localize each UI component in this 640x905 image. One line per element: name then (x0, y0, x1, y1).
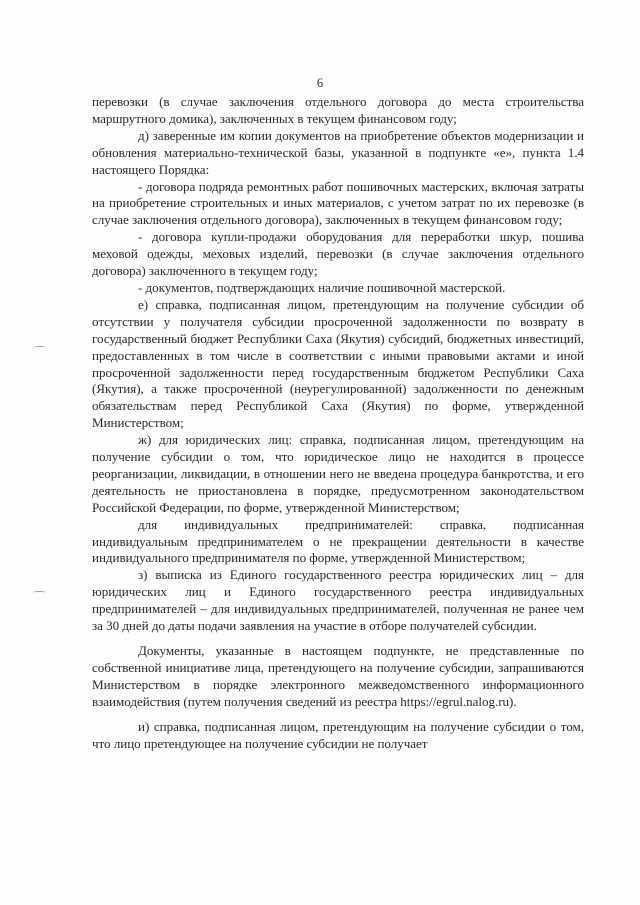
document-body (92, 94, 584, 752)
paragraph: перевозки (в случае заключения отдельного договора до места строительства маршрутного домика), заключенных в текущем финансовом году; (92, 94, 584, 126)
paragraph: - документов, подтверждающих наличие пошивочной мастерской. (138, 279, 506, 295)
paragraph: д) заверенные им копии документов на приобретение объектов модернизации и обновления материально-технической базы, указанной в подпункте «е», пункта 1.4 настоящего Порядка: (92, 127, 584, 177)
paragraph: - договора подряда ремонтных работ пошивочных мастерских, включая затраты на приобретение строительных и иных материалов, с учетом затрат по их перевозке (в случае заключения отдельного договора), заключенных в текущем финансовом году; (92, 178, 584, 228)
paragraph: и) справка, подписанная лицом, претендующим на получение субсидии о том, что лицо претендующее на получение субсидии не получает (92, 718, 584, 751)
paragraph: - договора купли-продажи оборудования для переработки шкур, пошива меховой одежды, меховых изделий, перевозки (в случае заключения отдельного договора) заключенного в текущем году; (92, 229, 584, 279)
page-number: 6 (316, 76, 324, 90)
paragraph: Документы, указанные в настоящем подпункте, не представленные по собственной инициативе лица, претендующего на получение субсидии, запрашиваются Министерством в порядке электронного межведомственного информационного взаимодействия (путем получения сведений из реестра https://egrul.nalog.ru). (92, 643, 584, 709)
paragraph: для индивидуальных предпринимателей: справка, подписанная индивидуальным предпринимателем о не прекращении деятельности в качестве индивидуального предпринимателя по форме, утвержденной Министерством; (92, 516, 584, 566)
scan-margin-mark (33, 591, 46, 594)
paragraph: е) справка, подписанная лицом, претендующим на получение субсидии об отсутствии у получателя субсидии просроченной задолженности по возврату в государственный бюджет Республики Саха (Якутия) субсидий, бюджетных инвестиций, предоставленных в том числе в соответствии с иными правовыми актами и иной просроченной задолженности перед государственным бюджетом Республики Саха (Якутия), а также просроченной (неурегулированной) задолженности по денежным обязательствам перед Республикой Саха (Якутия) по форме, утвержденной Министерством; (92, 296, 584, 431)
paragraph: з) выписка из Единого государственного реестра юридических лиц – для юридических лиц и Единого государственного реестра индивидуальных предпринимателей – для индивидуальных предпринимателей, полученная не ранее чем за 30 дней до даты подачи заявления на участие в отборе получателей субсидии. (92, 567, 584, 634)
paragraph: ж) для юридических лиц: справка, подписанная лицом, претендующим на получение субсидии о том, что юридическое лицо не находится в процессе реорганизации, ликвидации, в отношении него не введена процедура банкротства, и его деятельность не приостановлена в порядке, предусмотренном законодательством Российской Федерации, по форме, утвержденной Министерством; (92, 432, 584, 515)
scan-margin-mark (33, 346, 46, 349)
